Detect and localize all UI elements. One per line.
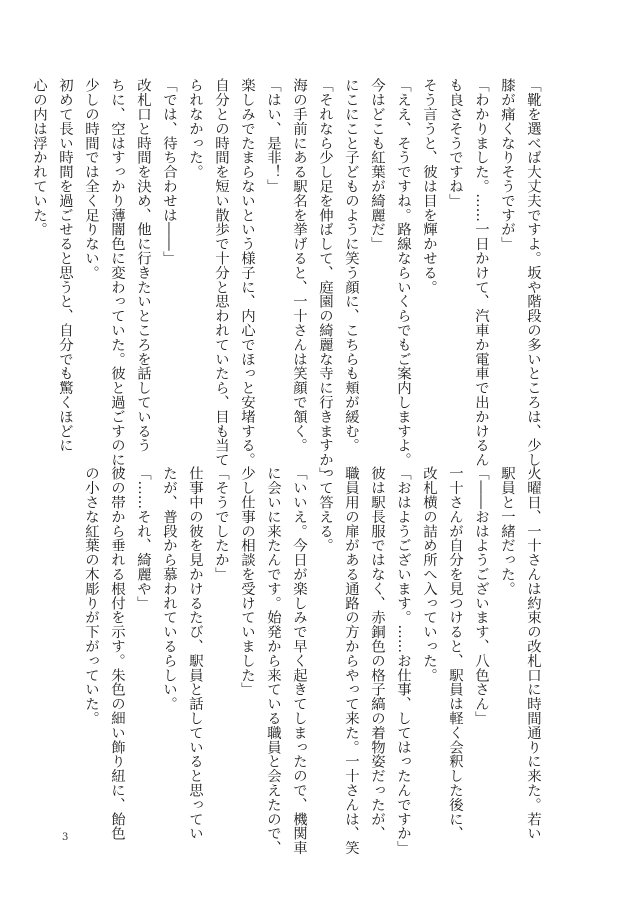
text-line: 「――おはようございます、八色さん」: [473, 466, 489, 726]
text-line: にこにこと子どものように笑う顔に、こちらも頬が緩む。: [343, 78, 359, 453]
text-line: 彼は駅長服ではなく、赤銅色の格子縞の着物姿だったが、: [369, 466, 385, 841]
text-line: 「ええ、そうですね。路線ならいくらでもご案内しますよ。: [395, 78, 411, 467]
text-line: 彼の帯から垂れる根付を示す。朱色の細い飾り紐に、飴色: [109, 466, 125, 841]
text-line: に会いに来たんです。始発から来ている職員と会えたので、: [265, 466, 281, 855]
text-line: 楽しみでたまらないという様子に、内心でほっと安堵する。: [239, 78, 255, 467]
text-line: 心の内は浮かれていた。: [31, 78, 47, 237]
text-line: 「いいえ。今日が楽しみで早く起きてしまったので、機関車: [291, 466, 307, 855]
text-line: 職員用の扉がある通路の方からやって来た。一十さんは、笑: [343, 466, 359, 855]
text-line: 海の手前にある駅名を挙げると、一十さんは笑顔で頷く。: [291, 78, 307, 453]
page-number: 3: [62, 832, 69, 843]
text-line: そう言うと、彼は目を輝かせる。: [421, 78, 437, 294]
text-line: られなかった。: [187, 78, 203, 179]
text-line: 自分との時間を短い散歩で十分と思われていたら、目も当て: [213, 78, 229, 467]
text-line: 膝が痛くなりそうですが」: [499, 78, 515, 251]
text-line: も良さそうですね」: [447, 78, 463, 208]
text-line: 「靴を選べば大丈夫ですよ。坂や階段の多いところは、少し: [525, 78, 541, 467]
text-line: 「では、待ち合わせは――」: [161, 78, 177, 266]
text-line: 一十さんが自分を見つけると、駅員は軽く会釈した後に、: [447, 466, 463, 841]
text-line: 「……それ、綺麗や」: [135, 466, 151, 610]
text-line: 仕事中の彼を見かけるたび、駅員と話していると思ってい: [187, 466, 203, 841]
text-line: 少し仕事の相談を受けていました」: [239, 466, 255, 697]
text-line: 今はどこも紅葉が綺麗だ」: [369, 78, 385, 251]
text-line: 「おはようございます。……お仕事、してはったんですか」: [395, 466, 411, 855]
text-line: たが、普段から慕われているらしい。: [161, 466, 177, 711]
text-line: 改札横の詰め所へ入っていった。: [421, 466, 437, 682]
text-line: 「それなら少し足を伸ばして、庭園の綺麗な寺に行きますか」: [317, 78, 333, 482]
text-line: 改札口と時間を決め、他に行きたいところを話しているう: [135, 78, 151, 453]
text-line: 駅員と一緒だった。: [499, 466, 515, 596]
text-line: 「わかりました。……一日かけて、汽車か電車で出かけるん: [473, 78, 489, 467]
text-line: 「はい、是非！」: [265, 78, 281, 194]
text-line: ちに、空はすっかり薄闇色に変わっていた。彼と過ごすのに、: [109, 78, 125, 482]
text-line: 「そうでしたか」: [213, 466, 229, 582]
text-line: 火曜日、一十さんは約束の改札口に時間通りに来た。若い: [525, 466, 541, 841]
text-line: の小さな紅葉の木彫りが下がっていた。: [83, 466, 99, 726]
text-line: って答える。: [317, 466, 333, 553]
lower-text-block: [76, 466, 546, 855]
text-line: 初めて長い時間を過ごせると思うと、自分でも驚くほどに: [57, 78, 73, 453]
text-line: 少しの時間では全く足りない。: [83, 78, 99, 280]
upper-text-block: [31, 78, 546, 482]
